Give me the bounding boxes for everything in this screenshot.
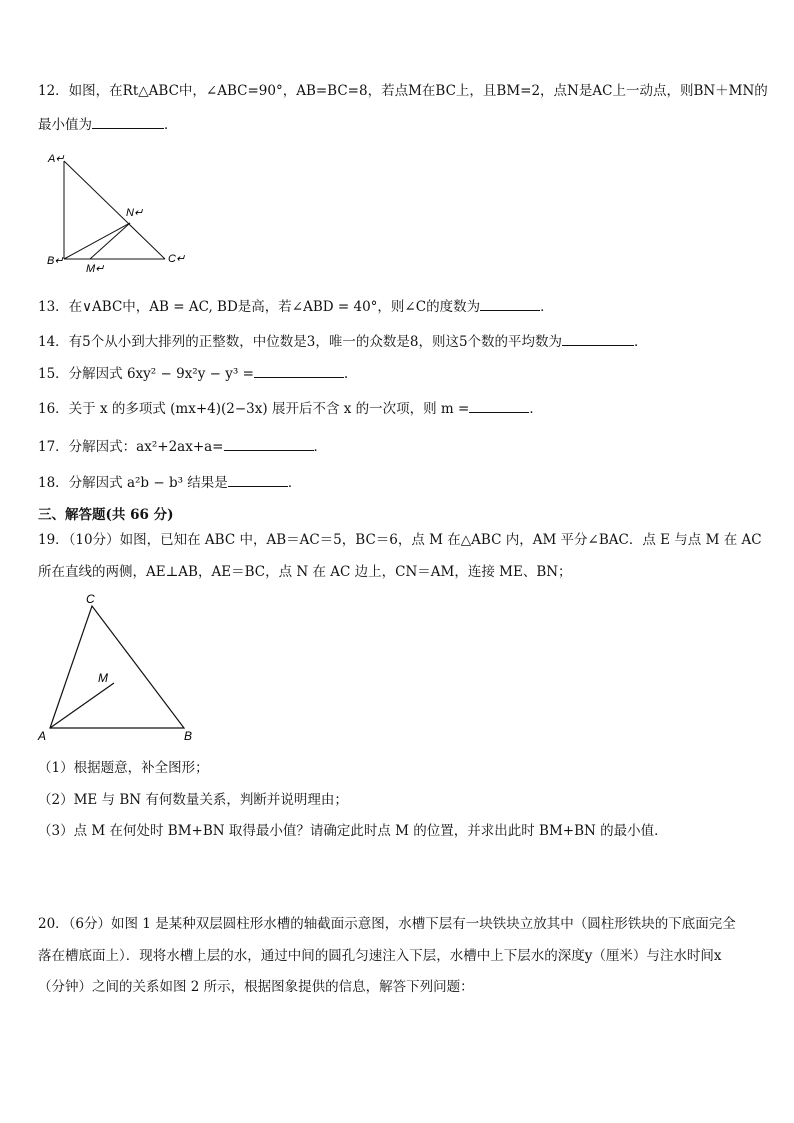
q12-line2: [38, 114, 758, 135]
label-m: M↵: [86, 263, 105, 274]
label-c: C↵: [168, 253, 186, 265]
q13-answer-blank[interactable]: [480, 296, 540, 311]
q17-end: ．: [313, 439, 327, 455]
q19-sub3: （3）点 M 在何处时 BM+BN 取得最小值？请确定此时点 M 的位置，并求出此时 BM+BN 的最小值．: [38, 823, 668, 839]
q13-text: 13．在∨ABC中，AB = AC, BD是高，若∠ABD = 40°，则∠C的度数为: [38, 299, 481, 315]
q14: [38, 331, 758, 352]
label-c: C: [86, 592, 95, 606]
q20-line2: 落在槽底面上）．现将水槽上层的水，通过中间的圆孔匀速注入下层，水槽中上下层水的深度y（厘米）与注水时间x: [38, 948, 722, 964]
label-m: M: [98, 671, 108, 685]
q17: [38, 436, 758, 457]
q18-text: 18．分解因式 a²b − b³ 结果是: [38, 475, 228, 491]
q12-line1: 12．如图，在Rt△ABC中，∠ABC=90°，AB=BC=8，若点M在BC上，且BM=2，点N是AC上一动点，则BN＋MN的: [38, 83, 768, 99]
segment-am: [50, 683, 114, 728]
section-heading: 三、解答题(共 66 分): [38, 507, 174, 523]
q20-line3: （分钟）之间的关系如图 2 所示，根据图象提供的信息，解答下列问题：: [38, 979, 474, 995]
q16-text: 16．关于 x 的多项式 (mx+4)(2−3x) 展开后不含 x 的一次项，则 m =: [38, 401, 470, 417]
q13-end: ．: [540, 299, 554, 315]
q12-answer-prefix: 最小值为: [38, 117, 92, 133]
segment-bn: [64, 223, 130, 259]
q19-figure: [34, 588, 204, 744]
label-b: B↵: [47, 255, 64, 267]
q18-end: ．: [287, 475, 302, 491]
q15-text: 15．分解因式 6xy² − 9x²y − y³ =: [38, 366, 254, 382]
q19-sub2: （2）ME 与 BN 有何数量关系，判断并说明理由；: [38, 792, 348, 808]
q18-answer-blank[interactable]: [228, 472, 288, 487]
q19-line1: 19．（10分）如图，已知在 ABC 中，AB＝AC＝5，BC＝6，点 M 在△ABC 内，AM 平分∠BAC．点 E 与点 M 在 AC: [38, 532, 762, 548]
q15: [38, 363, 758, 384]
q18: [38, 472, 758, 493]
q14-end: ．: [634, 334, 648, 350]
q16-end: ．: [529, 401, 543, 417]
q14-text: 14．有5个从小到大排列的正整数，中位数是3，唯一的众数是8，则这5个数的平均数为: [38, 334, 563, 350]
q17-answer-blank[interactable]: [224, 436, 314, 451]
label-a: A↵: [48, 153, 65, 165]
triangle-abc: [50, 606, 184, 728]
q14-answer-blank[interactable]: [562, 331, 634, 346]
q15-answer-blank[interactable]: [254, 363, 344, 378]
label-b: B: [184, 729, 193, 743]
q16-answer-blank[interactable]: [469, 398, 529, 413]
q15-end: .: [343, 366, 349, 382]
q19-sub1: （1）根据题意，补全图形；: [38, 760, 209, 776]
q19-line2: 所在直线的两侧，AE⊥AB，AE＝BC，点 N 在 AC 边上，CN＝AM，连接 ME、BN；: [38, 564, 572, 580]
q13: [38, 296, 758, 317]
q12-figure: [44, 148, 194, 274]
q12-answer-end: ．: [164, 117, 178, 133]
segment-ac: [64, 161, 165, 259]
q12-answer-blank[interactable]: [92, 114, 164, 129]
q17-text: 17．分解因式：ax²+2ax+a=: [38, 439, 224, 455]
label-a: A: [38, 729, 47, 743]
q20-line1: 20．（6分）如图 1 是某种双层圆柱形水槽的轴截面示意图，水槽下层有一块铁块立放其中（圆柱形铁块的下底面完全: [38, 916, 736, 932]
q16: [38, 398, 758, 419]
label-n: N↵: [126, 207, 144, 219]
